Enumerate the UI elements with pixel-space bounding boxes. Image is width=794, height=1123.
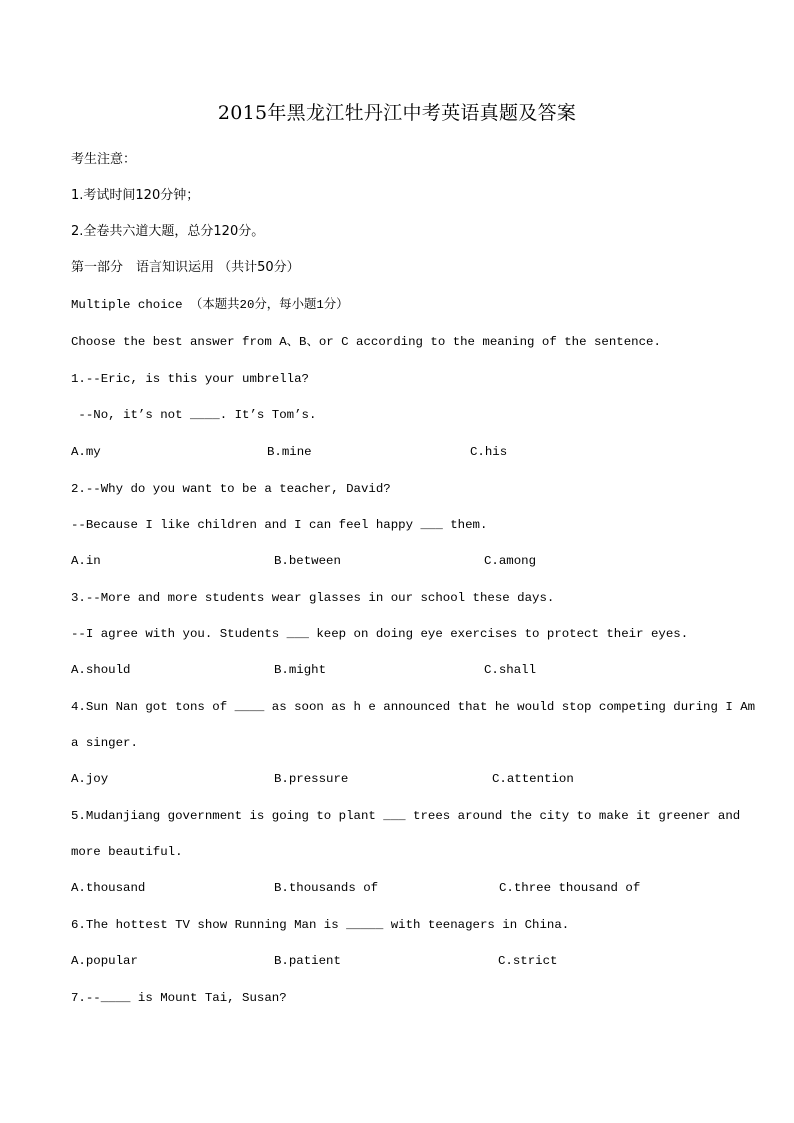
question-2-option-a: A.in <box>71 554 101 568</box>
notice-heading: 考生注意： <box>71 152 137 167</box>
question-7-line-1: 7.--____ is Mount Tai, Susan? <box>71 991 287 1005</box>
notice-2: 2.全卷共六道大题，总分120分。 <box>71 224 265 239</box>
question-5-option-a: A.thousand <box>71 881 146 895</box>
question-1-line-1: 1.--Eric, is this your umbrella? <box>71 372 309 386</box>
question-2-option-c: C.among <box>484 554 537 568</box>
question-5-line-1: 5.Mudanjiang government is going to plant ___ trees around the city to make it greener and <box>71 809 741 823</box>
question-2-line-2: --Because I like children and I can feel happy ___ them. <box>71 518 488 532</box>
question-3-option-b: B.might <box>274 663 327 677</box>
question-6-option-c: C.strict <box>498 954 558 968</box>
instruction: Choose the best answer from A、B、or C according to the meaning of the sentence. <box>71 335 661 349</box>
question-1-option-b: B.mine <box>267 445 312 459</box>
question-3-option-c: C.shall <box>484 663 537 677</box>
question-5-option-c: C.three thousand of <box>499 881 641 895</box>
notice-1: 1.考试时间120分钟； <box>71 188 200 203</box>
question-3-line-1: 3.--More and more students wear glasses in our school these days. <box>71 591 555 605</box>
question-1-option-a: A.my <box>71 445 101 459</box>
question-1-option-c: C.his <box>470 445 508 459</box>
question-1-line-2: --No, it’s not ____. It’s Tom’s. <box>71 408 317 422</box>
question-5-option-b: B.thousands of <box>274 881 379 895</box>
question-4-option-c: C.attention <box>492 772 574 786</box>
question-4-option-b: B.pressure <box>274 772 349 786</box>
document-title: 2015年黑龙江牡丹江中考英语真题及答案 <box>217 102 577 124</box>
question-6-option-a: A.popular <box>71 954 138 968</box>
question-2-line-1: 2.--Why do you want to be a teacher, David? <box>71 482 391 496</box>
question-4-line-1: 4.Sun Nan got tons of ____ as soon as h e announced that he would stop competing during I Am <box>71 700 756 714</box>
question-3-line-2: --I agree with you. Students ___ keep on doing eye exercises to protect their eyes. <box>71 627 689 641</box>
question-3-option-a: A.should <box>71 663 131 677</box>
section-heading: Multiple choice （本题共20分，每小题1分） <box>71 298 349 312</box>
question-4-option-a: A.joy <box>71 772 109 786</box>
question-6-line-1: 6.The hottest TV show Running Man is _____ with teenagers in China. <box>71 918 570 932</box>
question-6-option-b: B.patient <box>274 954 341 968</box>
question-2-option-b: B.between <box>274 554 341 568</box>
part-heading: 第一部分 语言知识运用 （共计50分） <box>71 260 300 275</box>
question-4-line-2: a singer. <box>71 736 138 750</box>
question-5-line-2: more beautiful. <box>71 845 183 859</box>
